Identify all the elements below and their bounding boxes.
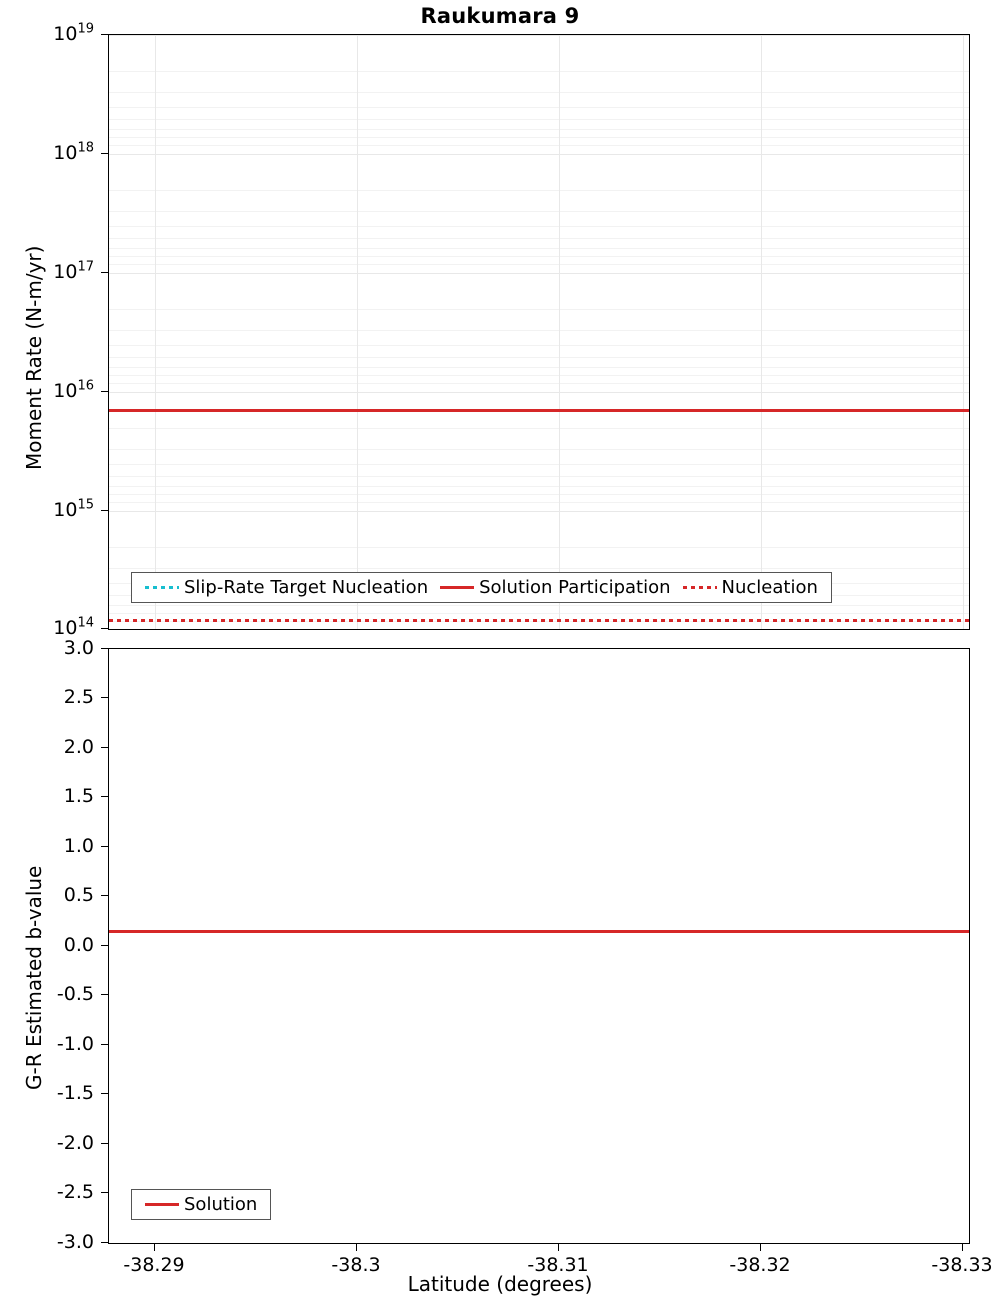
xtick [760, 1244, 761, 1251]
y-axis-title-moment-rate: Moment Rate (N-m/yr) [22, 245, 46, 470]
gridline-x-3829 [155, 35, 156, 629]
ytick-bottom [101, 697, 108, 698]
minor-gridline [109, 547, 969, 548]
ytick-label-1e17: $10^{17}$ [53, 259, 94, 283]
legend-label: Solution [184, 1194, 258, 1215]
b-value-plot-area [108, 648, 970, 1244]
ytick-label: -3.0 [56, 1231, 94, 1253]
ytick-label: 0.0 [63, 934, 94, 956]
ytick-label: -0.5 [56, 983, 94, 1005]
ytick-label: 0.5 [63, 884, 94, 906]
page-title: Raukumara 9 [420, 4, 580, 28]
ytick-label-1e16: $10^{16}$ [53, 378, 94, 402]
ytick-bottom [101, 1143, 108, 1144]
gridline-1e17 [109, 273, 969, 274]
xtick-label: -38.32 [729, 1254, 791, 1276]
ytick-label-1e19: $10^{19}$ [53, 21, 94, 45]
ytick-bottom [101, 895, 108, 896]
ytick-label-1e15: $10^{15}$ [53, 497, 94, 521]
gridline-x-3832 [761, 35, 762, 629]
ytick-label-1e14: $10^{14}$ [53, 615, 94, 639]
ytick-label-1e18: $10^{18}$ [53, 140, 94, 164]
ytick-top [101, 153, 108, 154]
legend-label: Solution Participation [479, 577, 671, 598]
ytick-bottom [101, 648, 108, 649]
minor-gridline [109, 129, 969, 130]
gridline-1e18 [109, 154, 969, 155]
xtick [558, 1244, 559, 1251]
ytick-label: -1.5 [56, 1082, 94, 1104]
moment-rate-plot-area [108, 34, 970, 630]
series-solution [109, 930, 969, 933]
minor-gridline [109, 502, 969, 503]
gridline-1e19 [109, 35, 969, 36]
ytick-bottom [101, 994, 108, 995]
legend-swatch-icon [440, 586, 474, 589]
minor-gridline [109, 145, 969, 146]
ytick-label: -2.5 [56, 1181, 94, 1203]
gridline-x-3833 [963, 35, 964, 629]
minor-gridline [109, 613, 969, 614]
minor-gridline [109, 464, 969, 465]
minor-gridline [109, 248, 969, 249]
ytick-bottom [101, 945, 108, 946]
legend-moment-rate[interactable] [131, 572, 832, 603]
ytick-top [101, 628, 108, 629]
minor-gridline [109, 476, 969, 477]
legend-item-nucleation[interactable] [677, 577, 824, 598]
ytick-label: 2.0 [63, 736, 94, 758]
xtick [154, 1244, 155, 1251]
xtick-label: -38.31 [527, 1254, 589, 1276]
legend-swatch-icon [145, 1203, 179, 1206]
minor-gridline [109, 486, 969, 487]
ytick-bottom [101, 796, 108, 797]
gridline-x-3831 [559, 35, 560, 629]
ytick-label: 1.5 [63, 785, 94, 807]
minor-gridline [109, 107, 969, 108]
legend-swatch-icon [145, 586, 179, 589]
ytick-top [101, 510, 108, 511]
legend-item-solution[interactable] [139, 1194, 263, 1215]
minor-gridline [109, 190, 969, 191]
xtick [356, 1244, 357, 1251]
x-axis-title-latitude: Latitude (degrees) [407, 1272, 593, 1296]
ytick-label: -2.0 [56, 1132, 94, 1154]
ytick-bottom [101, 846, 108, 847]
y-axis-title-b-value: G-R Estimated b-value [22, 865, 46, 1090]
minor-gridline [109, 92, 969, 93]
xtick-label: -38.3 [331, 1254, 381, 1276]
ytick-bottom [101, 1192, 108, 1193]
xtick [962, 1244, 963, 1251]
minor-gridline [109, 71, 969, 72]
series-solution-participation [109, 409, 969, 412]
ytick-label: 1.0 [63, 835, 94, 857]
xtick-label: -38.33 [931, 1254, 993, 1276]
minor-gridline [109, 309, 969, 310]
minor-gridline [109, 238, 969, 239]
minor-gridline [109, 226, 969, 227]
ytick-bottom [101, 747, 108, 748]
gridline-1e14 [109, 629, 969, 630]
ytick-top [101, 34, 108, 35]
ytick-bottom [101, 1242, 108, 1243]
minor-gridline [109, 568, 969, 569]
legend-item-solution-participation[interactable] [434, 577, 676, 598]
ytick-top [101, 272, 108, 273]
legend-b-value[interactable] [131, 1189, 271, 1220]
minor-gridline [109, 264, 969, 265]
minor-gridline [109, 330, 969, 331]
minor-gridline [109, 357, 969, 358]
legend-item-slip-rate-target-nucleation[interactable] [139, 577, 434, 598]
minor-gridline [109, 449, 969, 450]
ytick-label: 2.5 [63, 686, 94, 708]
minor-gridline [109, 428, 969, 429]
xtick-label: -38.29 [123, 1254, 185, 1276]
gridline-1e16 [109, 392, 969, 393]
gridline-1e15 [109, 511, 969, 512]
series-nucleation [109, 619, 969, 622]
minor-gridline [109, 605, 969, 606]
minor-gridline [109, 494, 969, 495]
minor-gridline [109, 137, 969, 138]
minor-gridline [109, 375, 969, 376]
gridline-x-383 [357, 35, 358, 629]
minor-gridline [109, 345, 969, 346]
minor-gridline [109, 367, 969, 368]
minor-gridline [109, 383, 969, 384]
minor-gridline [109, 119, 969, 120]
ytick-bottom [101, 1093, 108, 1094]
ytick-label: -1.0 [56, 1033, 94, 1055]
legend-swatch-icon [683, 586, 717, 589]
ytick-label: 3.0 [63, 637, 94, 659]
minor-gridline [109, 256, 969, 257]
legend-label: Slip-Rate Target Nucleation [184, 577, 429, 598]
minor-gridline [109, 211, 969, 212]
ytick-bottom [101, 1044, 108, 1045]
ytick-top [101, 391, 108, 392]
legend-label: Nucleation [721, 577, 818, 598]
